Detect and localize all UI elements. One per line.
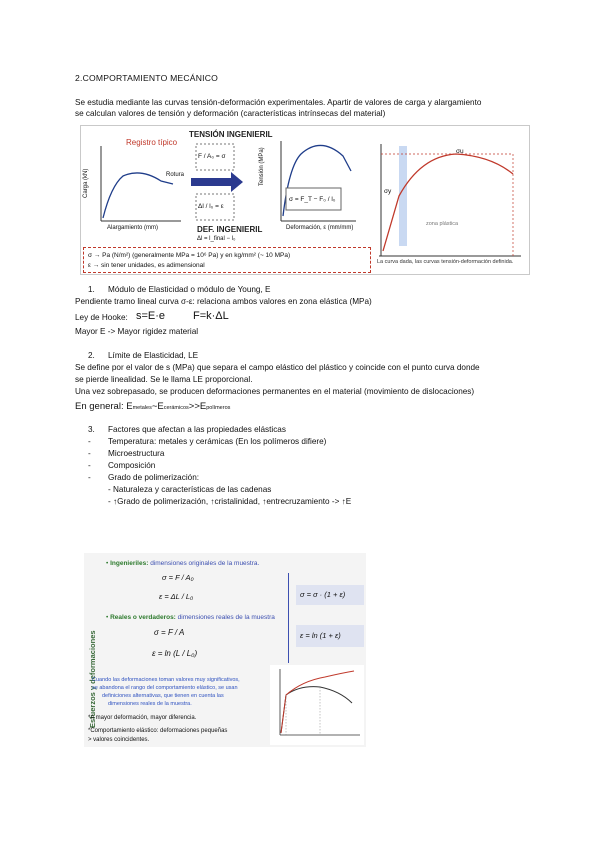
- hooke-label: Ley de Hooke:: [75, 313, 128, 322]
- bullet-dash: -: [88, 461, 91, 470]
- left-load-curve: [103, 173, 173, 218]
- formula-eps-ing: ε = ΔL / L₀: [159, 592, 194, 601]
- formula-sigma-ing: σ = F / A₀: [162, 573, 194, 582]
- bullet-dash: -: [88, 437, 91, 446]
- formula-eps-real: ε = ln (L / L₀): [152, 649, 198, 658]
- right-arrow-shape: [191, 172, 243, 192]
- registro-label: Registro típico: [126, 138, 178, 147]
- sigma-y-label: σy: [384, 188, 392, 195]
- bullet-dash: -: [88, 449, 91, 458]
- deformacion-axis-label: Deformación, ε (mm/mm): [286, 225, 354, 231]
- rotura-label: Rotura: [166, 172, 185, 178]
- units-box: [83, 247, 371, 273]
- stress-strain-figure: [80, 125, 530, 275]
- blue-text-2: se abandona el rango del comportamiento elástico, se usan: [92, 685, 238, 691]
- note-2: *Comportamiento elástico: deformaciones pequeñas: [88, 728, 228, 734]
- right-caption: La curva dada, las curvas tensión-deformación definida.: [377, 259, 514, 265]
- factor-item: Temperatura: metales y cerámicas (En los polímeros difiere): [108, 437, 327, 446]
- side-label: Esfuerzos y deformaciones: [88, 630, 97, 728]
- section-heading: 2.COMPORTAMIENTO MECÁNICO: [75, 73, 218, 83]
- carga-axis-label: Carga (kN): [83, 168, 89, 198]
- true-vs-eng-curve: [270, 665, 364, 745]
- section-2-line-3: Una vez sobrepasado, se producen deformaciones permanentes en el material (movimiento de dislocaciones): [75, 387, 475, 396]
- section-2-number: 2.: [88, 351, 95, 360]
- blue-text-3: definiciones alternativas, que tienen en cuenta las: [102, 693, 224, 699]
- epsilon-formula: Δl / l₀ = ε: [198, 203, 224, 210]
- tension-axis-label: Tensión (MPa): [259, 147, 265, 186]
- sigma-u-label: σu: [456, 148, 464, 155]
- section-2-line-2: se pierde linealidad. Se le llama LE proporcional.: [75, 375, 253, 384]
- sub-ceramicos: cerámicos: [163, 405, 189, 411]
- ft-formula: σ = F_T − F₀ / l₀: [289, 196, 336, 203]
- esfuerzos-figure: [84, 553, 366, 747]
- section-2-title: Límite de Elasticidad, LE: [108, 351, 199, 360]
- factor-item: Composición: [108, 461, 156, 470]
- sub-polimeros: polímeros: [206, 405, 231, 411]
- factor-sub-item: - Naturaleza y características de las cadenas: [108, 485, 272, 494]
- intro-line-1: Se estudia mediante las curvas tensión-deformación experimentales. Apartir de valores de carga y alargamiento: [75, 98, 482, 107]
- ingenieriles-line: • Ingenieriles: dimensiones originales de la muestra.: [106, 560, 260, 567]
- ingenieriles-desc: dimensiones originales de la muestra.: [150, 560, 260, 567]
- units-line-1: σ → Pa (N/m²) (generalmente MPa = 10⁶ Pa) y en kg/mm² (~ 10 MPa): [88, 252, 291, 259]
- relation-box-2: ε = ln (1 + ε): [296, 625, 364, 647]
- section-1-line-3: Mayor E -> Mayor rigidez material: [75, 327, 199, 336]
- note-3: > valores coincidentes.: [88, 737, 150, 743]
- section-3-number: 3.: [88, 425, 95, 434]
- note-1: *A mayor deformación, mayor diferencia.: [88, 715, 197, 721]
- reales-title: Reales o verdaderos:: [110, 614, 176, 621]
- blue-text-1: Cuando las deformaciones toman valores muy significativos,: [92, 677, 240, 683]
- brace-line: [288, 573, 290, 663]
- reales-desc: dimensiones reales de la muestra: [177, 614, 275, 621]
- hooke-formula-2: F=k·ΔL: [193, 310, 229, 322]
- sub-metales: metales: [132, 405, 152, 411]
- units-line-2: ε → sin tener unidades, es adimensional: [88, 262, 205, 269]
- alargamiento-axis-label: Alargamiento (mm): [107, 225, 159, 231]
- sigma-formula: F / A₀ = σ: [198, 153, 226, 160]
- hooke-formula-1: s=E·e: [136, 310, 166, 322]
- section-3-title: Factores que afectan a las propiedades elásticas: [108, 425, 286, 434]
- formula-sigma-real: σ = F / A: [154, 628, 185, 637]
- elastic-zone-band: [399, 146, 407, 246]
- general-comparison: [75, 402, 230, 413]
- relation-box-1: σ = σ · (1 + ε): [296, 585, 364, 605]
- intro-line-2: se calculan valores de tensión y deformación (características intrínsecas del material): [75, 109, 386, 118]
- section-1-title: Módulo de Elasticidad o módulo de Young, E: [108, 285, 271, 294]
- factor-sub-item: - ↑Grado de polimerización, ↑cristalinidad, ↑entrecruzamiento -> ↑E: [108, 497, 352, 506]
- tension-ingenieril-label: TENSIÓN INGENIERIL: [189, 130, 273, 139]
- general-mid: ~E: [151, 401, 164, 412]
- delta-l-formula: Δl = l_final − l₀: [197, 236, 236, 242]
- section-1-line-1: Pendiente tramo lineal curva σ-ε: relaciona ambos valores en zona elástica (MPa): [75, 297, 372, 306]
- section-1-number: 1.: [88, 285, 95, 294]
- zona-label: zona plástica: [426, 221, 459, 227]
- ingenieriles-title: Ingenieriles:: [110, 560, 149, 567]
- bullet-dash: -: [88, 473, 91, 482]
- section-2-line-1: Se define por el valor de s (MPa) que separa el campo elástico del plástico y coincide con el punto curva donde: [75, 363, 480, 372]
- general-prefix: En general: E: [75, 401, 133, 412]
- factor-item: Microestructura: [108, 449, 165, 458]
- general-mid-2: >>E: [188, 401, 207, 412]
- factor-item: Grado de polimerización:: [108, 473, 200, 482]
- reales-line: • Reales o verdaderos: dimensiones reales de la muestra: [106, 614, 275, 621]
- blue-text-4: dimensiones reales de la muestra.: [108, 701, 192, 707]
- def-ingenieril-label: DEF. INGENIERIL: [197, 225, 263, 234]
